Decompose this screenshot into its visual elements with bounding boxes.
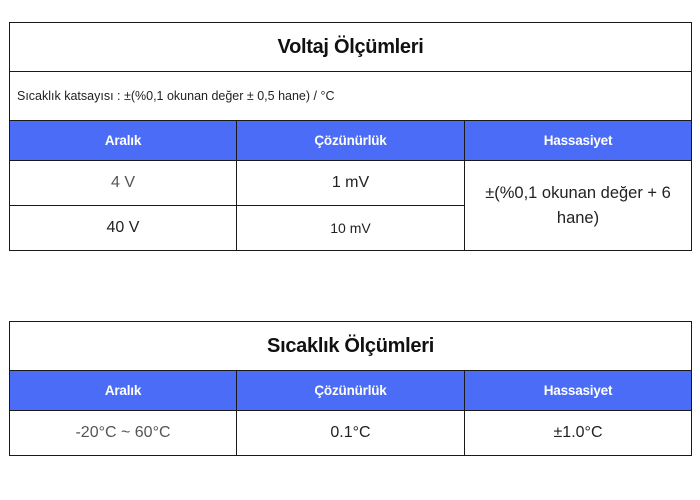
temperature-coefficient-note: Sıcaklık katsayısı : ±(%0,1 okunan değer ± 0,5 hane) / °C bbox=[10, 72, 692, 121]
column-header-accuracy: Hassasiyet bbox=[465, 121, 692, 161]
column-header-range: Aralık bbox=[10, 121, 237, 161]
range-cell: 40 V bbox=[10, 206, 237, 251]
column-header-resolution: Çözünürlük bbox=[237, 121, 465, 161]
column-header-range: Aralık bbox=[10, 371, 237, 411]
resolution-cell: 1 mV bbox=[237, 161, 465, 206]
range-cell: -20°C ~ 60°C bbox=[10, 411, 237, 456]
voltage-title-row bbox=[10, 23, 692, 72]
temperature-table-title: Sıcaklık Ölçümleri bbox=[10, 322, 692, 371]
temperature-header-row bbox=[10, 371, 692, 411]
resolution-cell: 10 mV bbox=[237, 206, 465, 251]
voltage-header-row bbox=[10, 121, 692, 161]
voltage-table-title: Voltaj Ölçümleri bbox=[10, 23, 692, 72]
range-cell: 4 V bbox=[10, 161, 237, 206]
table-row bbox=[10, 161, 692, 206]
column-header-accuracy: Hassasiyet bbox=[465, 371, 692, 411]
table-row bbox=[10, 411, 692, 456]
resolution-cell: 0.1°C bbox=[237, 411, 465, 456]
column-header-resolution: Çözünürlük bbox=[237, 371, 465, 411]
temperature-title-row bbox=[10, 322, 692, 371]
accuracy-cell bbox=[465, 161, 692, 251]
accuracy-value: ±(%0,1 okunan değer + 6 hane) bbox=[485, 183, 671, 227]
temperature-measurements-table bbox=[9, 321, 692, 456]
voltage-measurements-table bbox=[9, 22, 692, 251]
accuracy-cell: ±1.0°C bbox=[465, 411, 692, 456]
voltage-note-row bbox=[10, 72, 692, 121]
